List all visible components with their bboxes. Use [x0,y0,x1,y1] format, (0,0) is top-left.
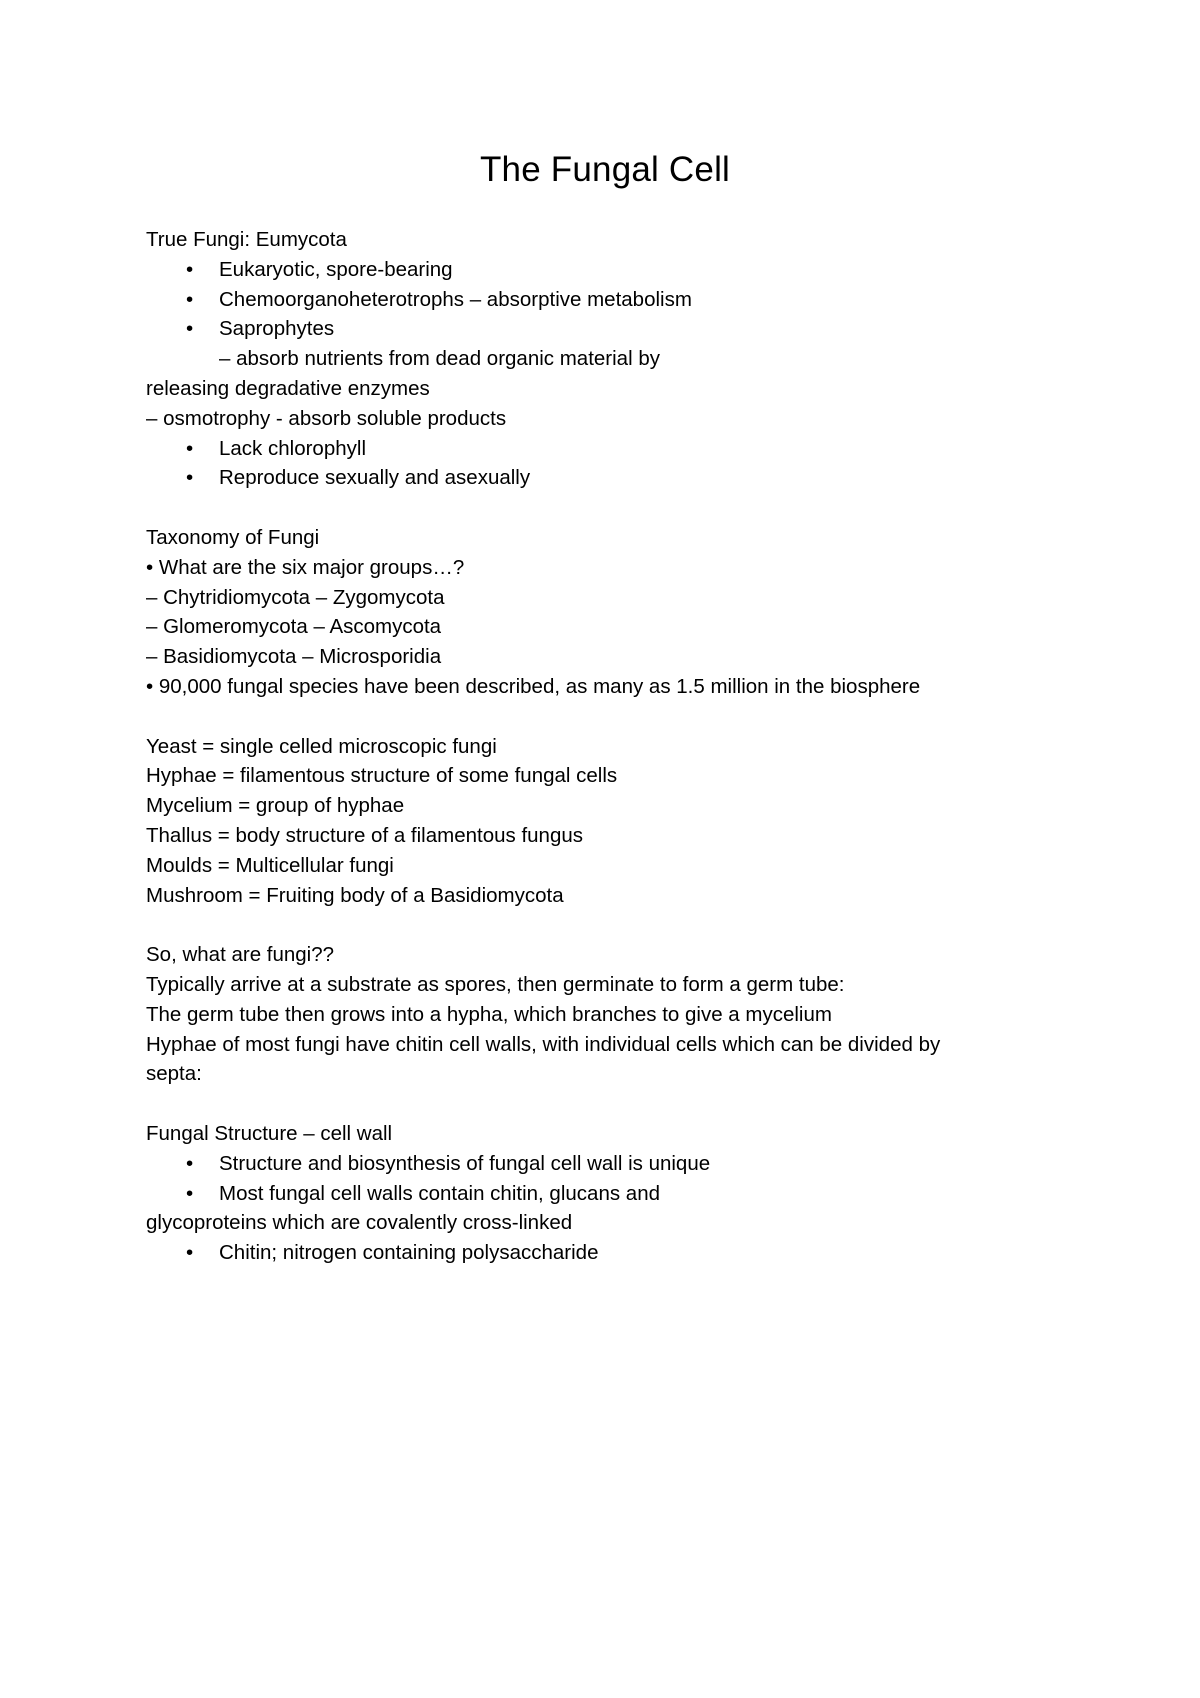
bullet-text: Chemoorganoheterotrophs – absorptive metabolism [219,287,692,311]
text-line: – Glomeromycota – Ascomycota [146,615,442,639]
bullet-text: Reproduce sexually and asexually [219,466,531,490]
text-line: Typically arrive at a substrate as spores, then germinate to form a germ tube: [146,972,845,996]
text-line: – Chytridiomycota – Zygomycota [146,585,445,609]
bullet-text: Eukaryotic, spore-bearing [219,257,453,281]
text-line: • What are the six major groups…? [146,555,465,579]
bullet-icon: • [186,436,194,460]
bullet-icon: • [186,1181,194,1205]
bullet-icon: • [186,466,194,490]
spacer [146,910,1146,940]
bullet-item [146,1179,1146,1209]
bullet-item [146,285,1146,315]
bullet-item [146,314,1146,344]
definition-line: Moulds = Multicellular fungi [146,853,394,877]
spacer [146,493,1146,523]
sub-point-text: – osmotrophy - absorb soluble products [146,406,507,430]
section-heading-taxonomy: Taxonomy of Fungi [146,525,320,549]
definition-line: Thallus = body structure of a filamentous fungus [146,823,584,847]
section-heading-what-are-fungi: So, what are fungi?? [146,943,335,967]
text-line: septa: [146,1062,202,1086]
bullet-item [146,255,1146,285]
bullet-icon: • [186,287,194,311]
bullet-text: Lack chlorophyll [219,436,366,460]
document-body [146,225,1146,1268]
bullet-text: Saprophytes [219,317,335,341]
section-heading-true-fungi: True Fungi: Eumycota [146,228,347,251]
bullet-icon: • [186,257,194,281]
bullet-item [146,434,1146,464]
bullet-icon: • [186,317,194,341]
definition-line: Yeast = single celled microscopic fungi [146,734,497,758]
bullet-icon: • [186,1151,194,1175]
text-line: Hyphae of most fungi have chitin cell walls, with individual cells which can be divided by [146,1032,941,1056]
definition-line: Mycelium = group of hyphae [146,794,405,818]
definition-line: Mushroom = Fruiting body of a Basidiomycota [146,883,564,907]
bullet-text: Most fungal cell walls contain chitin, glucans and [219,1181,660,1205]
bullet-text: Structure and biosynthesis of fungal cell wall is unique [219,1151,711,1175]
sub-point-text: – absorb nutrients from dead organic material by [219,347,660,371]
text-line: – Basidiomycota – Microsporidia [146,645,442,669]
section-heading-cell-wall: Fungal Structure – cell wall [146,1121,393,1145]
bullet-item [146,1238,1146,1268]
spacer [146,702,1146,732]
text-line: • 90,000 fungal species have been described, as many as 1.5 million in the biosphere [146,674,921,698]
continuation-text: glycoproteins which are covalently cross-linked [146,1211,573,1235]
definition-line: Hyphae = filamentous structure of some fungal cells [146,764,618,788]
text-line: The germ tube then grows into a hypha, which branches to give a mycelium [146,1002,832,1026]
continuation-text: releasing degradative enzymes [146,376,430,400]
bullet-item [146,463,1146,493]
page-title: The Fungal Cell [479,150,731,189]
bullet-text: Chitin; nitrogen containing polysaccharide [219,1241,599,1265]
bullet-item [146,1149,1146,1179]
spacer [146,1089,1146,1119]
bullet-icon: • [186,1241,194,1265]
